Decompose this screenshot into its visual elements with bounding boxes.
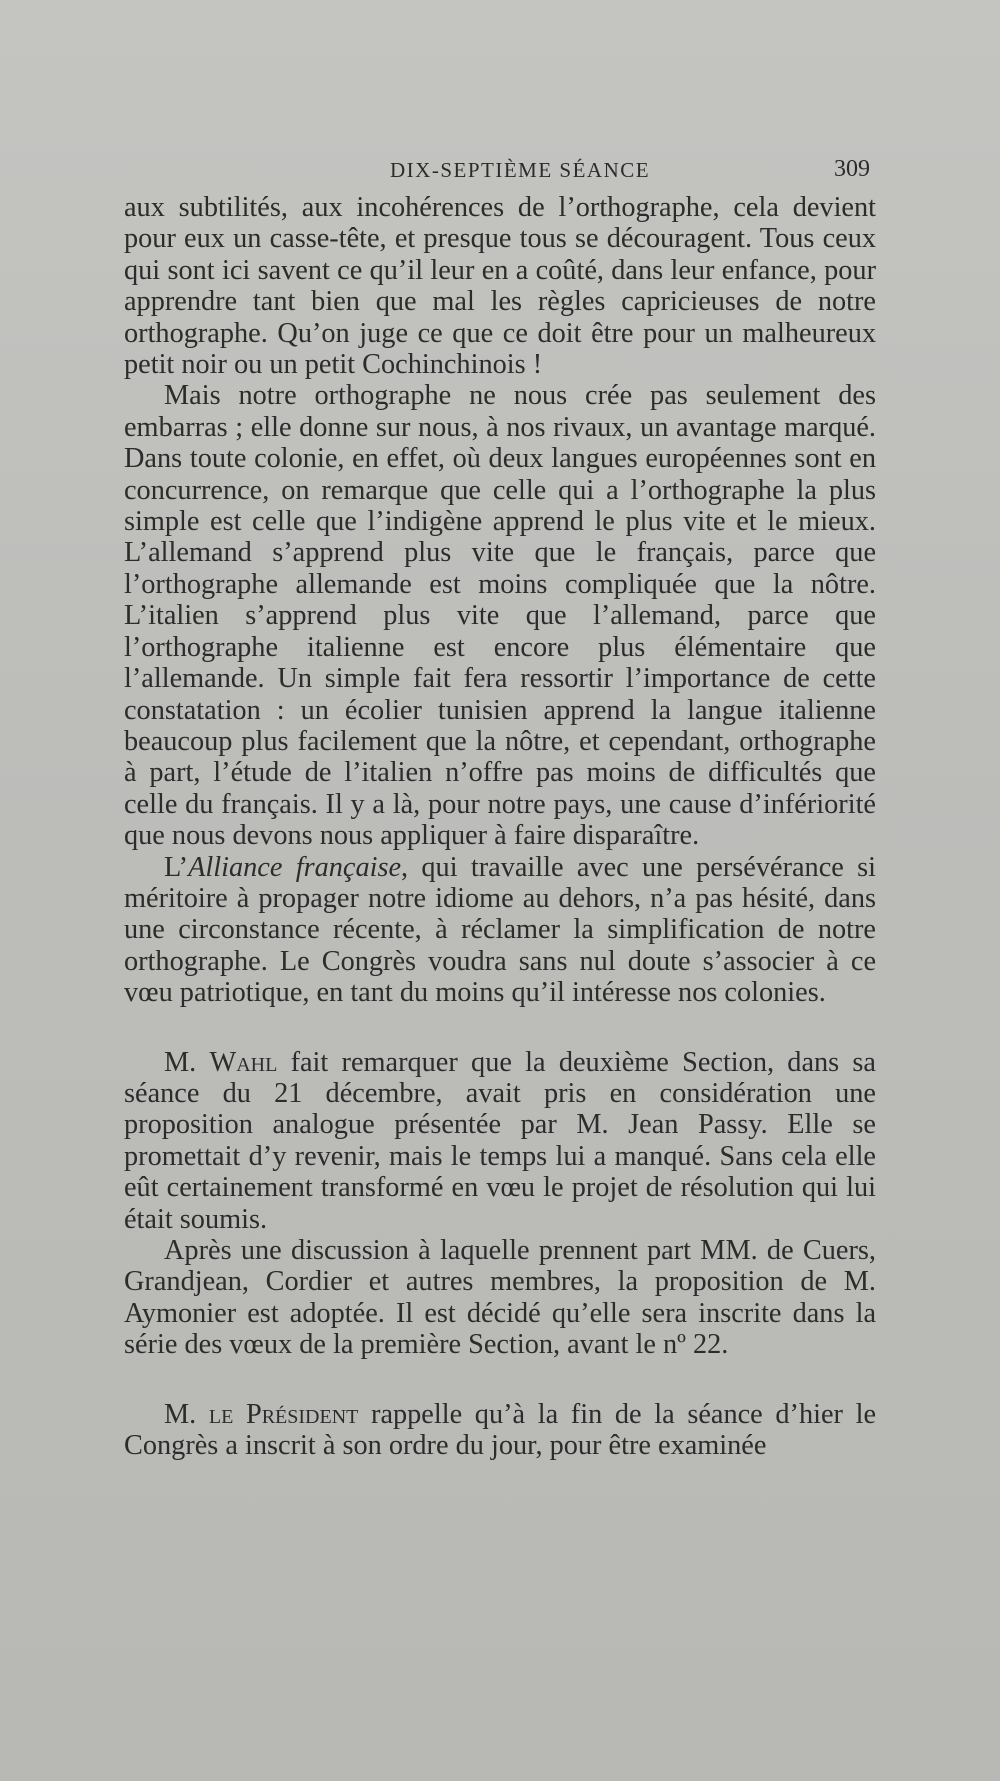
paragraph-lead: M. xyxy=(164,1046,210,1078)
paragraph-text: Mais notre orthographe ne nous crée pas seulement des embarras ; elle donne sur nous, à nos rivaux, un avantage marqué. Dans toute colonie, en effet, où deux langues européennes sont en concurrence, on remarque que celle qui a l’orthographe la plus simple est celle que l’indigène apprend le plus vite et le mieux. L’allemand s’apprend plus vite que le français, parce que l’orthographe allemande est moins compliquée que la nôtre. L’italien s’apprend plus vite que l’allemand, parce que l’orthographe italienne est encore plus élémentaire que l’allemande. Un simple fait fera ressortir l’importance de cette constatation : un écolier tunisien apprend la langue italienne beaucoup plus facilement que la nôtre, et cependant, orthographe à part, l’étude de l’italien n’offre pas moins de difficultés que celle du français. Il y a là, pour notre pays, une cause d’infériorité que nous devons nous appliquer à faire disparaître. xyxy=(124,380,876,852)
running-title: DIX-SEPTIÈME SÉANCE xyxy=(390,158,651,182)
paragraph-text: aux subtilités, aux incohérences de l’orthographe, cela devient pour eux un casse-tête, et presque tous se découragent. Tous ceux qui sont ici savent ce qu’il leur en a coûté, dans leur enfance, pour apprendre tant bien que mal les règles capricieuses de notre orthographe. Qu’on juge ce que ce doit être pour un malheureux petit noir ou un petit Cochinchinois ! xyxy=(124,192,876,381)
paragraph-president xyxy=(124,1399,876,1462)
paragraph-lead: L’ xyxy=(164,851,189,883)
paragraph-continuation xyxy=(124,192,876,380)
paragraph-alliance-francaise xyxy=(124,852,876,1009)
paragraph-text: fait remarquer que la deuxième Section, dans sa séance du 21 décembre, avait pris en considération une proposition analogue présentée par M. Jean Passy. Elle se promettait d’y revenir, mais le temps lui a manqué. Sans cela elle eût certainement transformé en vœu le projet de résolution qui lui était soumis. xyxy=(124,1046,876,1235)
paragraph-italic: Alliance française xyxy=(188,851,402,883)
body-text xyxy=(124,192,876,1461)
paragraph-orthographe-embarras xyxy=(124,380,876,851)
page-number: 309 xyxy=(834,156,870,182)
speaker-name: le Président xyxy=(208,1398,359,1430)
paragraph-wahl xyxy=(124,1047,876,1235)
page-header xyxy=(128,158,870,188)
paragraph-discussion xyxy=(124,1235,876,1361)
paragraph-text: , qui travaille avec une persévérance si méritoire à propager notre idiome au dehors, n’a pas hésité, dans une circonstance récente, à réclamer la simplification de notre orthographe. Le Congrès voudra sans nul doute s’associer à ce vœu patriotique, en tant du moins qu’il intéresse nos colonies. xyxy=(124,851,876,1009)
paragraph-text: Après une discussion à laquelle prennent part MM. de Cuers, Grandjean, Cordier et autres membres, la proposition de M. Aymonier est adoptée. Il est décidé qu’elle sera inscrite dans la série des vœux de la première Section, avant le nº 22. xyxy=(124,1235,876,1361)
paragraph-lead: M. xyxy=(164,1398,209,1430)
paragraph-text: rappelle qu’à la fin de la séance d’hier le Congrès a inscrit à son ordre du jour, pour être examinée xyxy=(124,1398,877,1462)
speaker-name: Wahl xyxy=(209,1046,278,1078)
